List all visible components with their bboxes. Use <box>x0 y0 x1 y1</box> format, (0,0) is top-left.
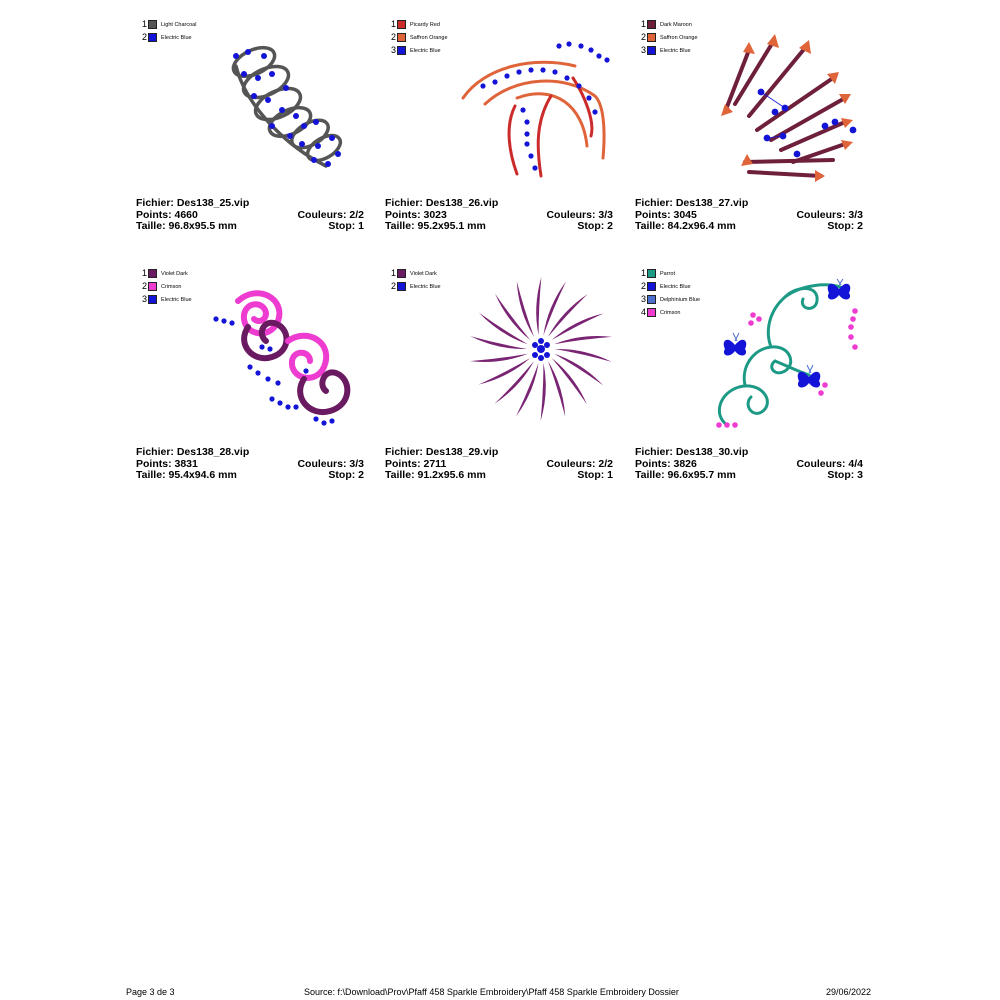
design-info <box>385 198 613 233</box>
legend-number: 2 <box>390 32 396 42</box>
points: Points: 3045 <box>635 208 697 221</box>
legend-number: 4 <box>640 307 646 317</box>
color-name: Violet Dark <box>161 270 188 277</box>
color-name: Electric Blue <box>660 47 691 54</box>
design-card-6 <box>635 267 865 492</box>
legend-row <box>639 31 698 44</box>
file-name: Fichier: Des138_25.vip <box>136 197 250 209</box>
taille: Taille: 91.2x95.6 mm <box>385 469 486 481</box>
stop: Stop: 3 <box>827 469 863 481</box>
page-number: Page 3 de 3 <box>126 987 175 997</box>
stop: Stop: 1 <box>577 469 613 481</box>
legend-row <box>140 280 192 293</box>
points: Points: 4660 <box>136 208 198 221</box>
legend-row <box>140 267 192 280</box>
color-legend <box>639 18 698 57</box>
starburst-petal <box>554 336 612 344</box>
points: Points: 3023 <box>385 208 447 221</box>
legend-number: 3 <box>640 45 646 55</box>
color-name: Electric Blue <box>410 47 441 54</box>
legend-number: 2 <box>390 281 396 291</box>
legend-row <box>639 293 700 306</box>
stop: Stop: 1 <box>328 220 364 232</box>
design-card-3 <box>635 18 865 243</box>
taille: Taille: 96.8x95.5 mm <box>136 220 237 232</box>
embroidery-preview-starburst <box>455 275 615 435</box>
couleurs: Couleurs: 4/4 <box>796 457 863 470</box>
legend-number: 1 <box>640 268 646 278</box>
embroidery-preview-spirals <box>206 26 366 186</box>
color-name: Dark Maroon <box>660 21 692 28</box>
color-name: Crimson <box>660 309 681 316</box>
legend-row <box>140 18 196 31</box>
starburst-petal <box>470 354 528 362</box>
legend-number: 3 <box>640 294 646 304</box>
design-card-2 <box>385 18 615 243</box>
couleurs: Couleurs: 2/2 <box>546 457 613 470</box>
color-swatch <box>397 269 406 278</box>
color-name: Electric Blue <box>410 283 441 290</box>
starburst-petal <box>541 363 546 421</box>
design-card-1 <box>136 18 366 243</box>
color-swatch <box>148 20 157 29</box>
points: Points: 3831 <box>136 457 198 470</box>
color-swatch <box>148 282 157 291</box>
color-swatch <box>647 282 656 291</box>
legend-row <box>389 44 448 57</box>
color-legend <box>389 267 441 293</box>
starburst-petal <box>552 313 604 340</box>
embroidery-preview-vine-butterflies <box>705 275 865 435</box>
color-legend <box>140 267 192 306</box>
color-swatch <box>148 269 157 278</box>
design-card-4 <box>136 267 366 492</box>
color-legend <box>389 18 448 57</box>
color-swatch <box>397 20 406 29</box>
color-swatch <box>397 46 406 55</box>
starburst-petal <box>478 358 530 385</box>
source-path: Source: f:\Download\Prov\Pfaff 458 Sparkle Embroidery\Pfaff 458 Sparkle Embroidery Dossier <box>304 987 679 997</box>
color-legend <box>639 267 700 319</box>
file-name: Fichier: Des138_26.vip <box>385 197 499 209</box>
embroidery-preview-arcs <box>455 26 615 186</box>
starburst-petal <box>555 349 612 362</box>
color-swatch <box>397 33 406 42</box>
stop: Stop: 2 <box>328 469 364 481</box>
taille: Taille: 95.2x95.1 mm <box>385 220 486 232</box>
color-legend <box>140 18 196 44</box>
legend-number: 2 <box>141 32 147 42</box>
color-swatch <box>647 295 656 304</box>
color-swatch <box>397 282 406 291</box>
color-name: Violet Dark <box>410 270 437 277</box>
color-name: Picardy Red <box>410 21 440 28</box>
legend-row <box>389 267 441 280</box>
color-name: Electric Blue <box>161 34 192 41</box>
legend-number: 2 <box>640 32 646 42</box>
color-swatch <box>647 20 656 29</box>
couleurs: Couleurs: 3/3 <box>796 208 863 221</box>
legend-row <box>639 267 700 280</box>
points: Points: 3826 <box>635 457 697 470</box>
color-swatch <box>647 308 656 317</box>
legend-row <box>140 293 192 306</box>
color-swatch <box>647 269 656 278</box>
color-name: Delphinium Blue <box>660 296 701 303</box>
file-name: Fichier: Des138_28.vip <box>136 446 250 458</box>
design-info <box>635 447 863 482</box>
taille: Taille: 95.4x94.6 mm <box>136 469 237 481</box>
legend-number: 1 <box>141 268 147 278</box>
color-name: Parrot <box>660 270 675 277</box>
stop: Stop: 2 <box>577 220 613 232</box>
legend-row <box>389 18 448 31</box>
legend-number: 2 <box>141 281 147 291</box>
couleurs: Couleurs: 2/2 <box>297 208 364 221</box>
color-name: Light Charcoal <box>161 21 197 28</box>
taille: Taille: 84.2x96.4 mm <box>635 220 736 232</box>
color-name: Saffron Orange <box>410 34 448 41</box>
legend-row <box>639 18 698 31</box>
file-name: Fichier: Des138_29.vip <box>385 446 499 458</box>
legend-number: 1 <box>390 268 396 278</box>
color-name: Electric Blue <box>660 283 691 290</box>
color-name: Saffron Orange <box>660 34 698 41</box>
legend-row <box>389 31 448 44</box>
legend-number: 1 <box>640 19 646 29</box>
legend-number: 1 <box>390 19 396 29</box>
color-swatch <box>148 33 157 42</box>
embroidery-preview-arrows <box>705 26 865 186</box>
legend-row <box>639 306 700 319</box>
legend-row <box>639 280 700 293</box>
starburst-petal <box>536 277 541 335</box>
color-swatch <box>647 46 656 55</box>
legend-row <box>639 44 698 57</box>
color-name: Electric Blue <box>161 296 192 303</box>
color-swatch <box>647 33 656 42</box>
couleurs: Couleurs: 3/3 <box>546 208 613 221</box>
legend-number: 2 <box>640 281 646 291</box>
legend-row <box>140 31 196 44</box>
print-date: 29/06/2022 <box>826 987 872 997</box>
file-name: Fichier: Des138_30.vip <box>635 446 749 458</box>
stop: Stop: 2 <box>827 220 863 232</box>
design-info <box>635 198 863 233</box>
couleurs: Couleurs: 3/3 <box>297 457 364 470</box>
file-name: Fichier: Des138_27.vip <box>635 197 749 209</box>
design-info <box>136 447 364 482</box>
design-info <box>385 447 613 482</box>
taille: Taille: 96.6x95.7 mm <box>635 469 736 481</box>
legend-number: 1 <box>141 19 147 29</box>
legend-row <box>389 280 441 293</box>
embroidery-preview-swirls <box>206 275 366 435</box>
color-name: Crimson <box>161 283 182 290</box>
points: Points: 2711 <box>385 457 447 470</box>
legend-number: 3 <box>141 294 147 304</box>
legend-number: 3 <box>390 45 396 55</box>
color-swatch <box>148 295 157 304</box>
starburst-petal <box>470 336 527 349</box>
design-info <box>136 198 364 233</box>
design-card-5 <box>385 267 615 492</box>
